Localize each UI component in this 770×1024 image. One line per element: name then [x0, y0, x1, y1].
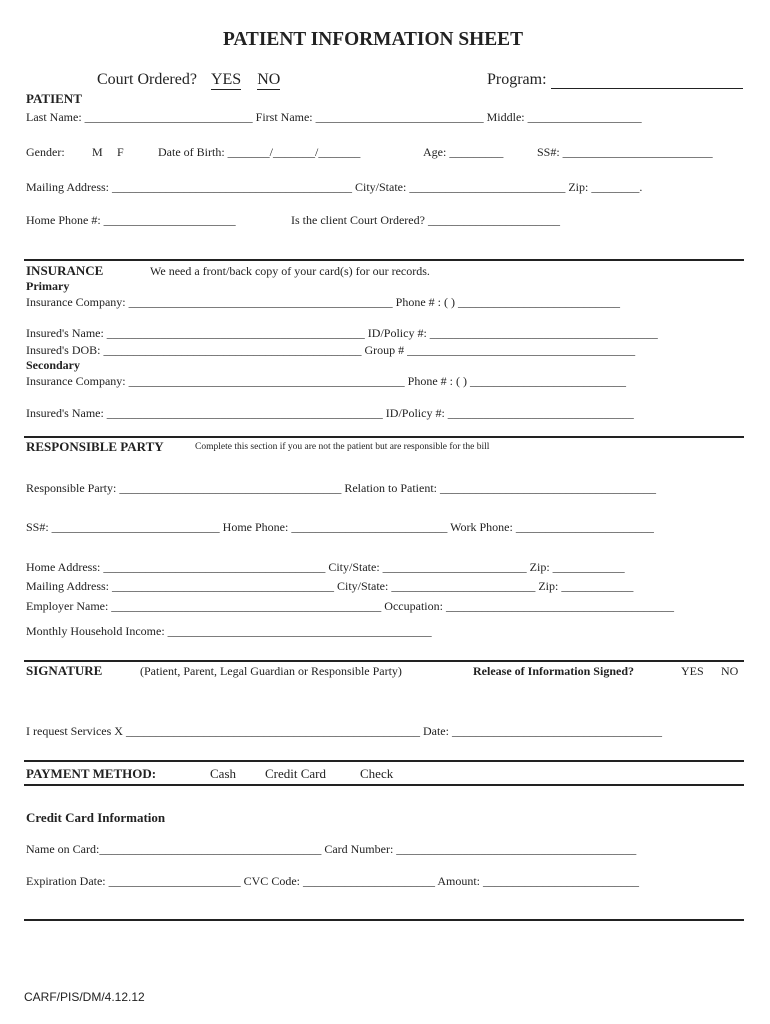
gender-m[interactable]: M	[92, 145, 103, 159]
age-field[interactable]: Age: _________	[423, 145, 504, 159]
home-phone-field[interactable]: Home Phone #: ______________________	[26, 213, 236, 227]
patient-address-row[interactable]: Mailing Address: ________________________________________ City/State: __________________________ Zip: ________.	[26, 180, 643, 194]
ss-field[interactable]: SS#: _________________________	[537, 145, 713, 159]
court-ordered-question[interactable]: Is the client Court Ordered? ______________________	[291, 213, 560, 227]
release-no[interactable]: NO	[721, 664, 739, 678]
responsible-heading: RESPONSIBLE PARTY	[26, 439, 164, 454]
card-name-row[interactable]: Name on Card:_____________________________________ Card Number: ________________________________________	[26, 842, 637, 856]
court-ordered-no[interactable]: NO	[257, 71, 281, 88]
divider-insurance	[24, 259, 744, 261]
primary-heading: Primary	[26, 279, 70, 293]
divider-payment-bottom	[24, 784, 744, 786]
secondary-insured-name-row[interactable]: Insured's Name: ______________________________________________ ID/Policy #: _______________________________	[26, 406, 634, 420]
court-ordered-yes[interactable]: YES	[210, 71, 242, 88]
gender-f[interactable]: F	[117, 145, 124, 159]
divider-bottom	[24, 919, 744, 921]
payment-check[interactable]: Check	[360, 766, 394, 781]
responsible-mailing-address-row[interactable]: Mailing Address: _____________________________________ City/State: ________________________ Zip: ____________	[26, 579, 634, 593]
program-row	[487, 71, 743, 89]
responsible-note: Complete this section if you are not the patient but are responsible for the bill	[195, 442, 490, 452]
secondary-company-row[interactable]: Insurance Company: ______________________________________________ Phone # : ( ) __________________________	[26, 374, 626, 388]
responsible-employer-row[interactable]: Employer Name: _____________________________________________ Occupation: ______________________________________	[26, 599, 674, 613]
monthly-income-row[interactable]: Monthly Household Income: ____________________________________________	[26, 624, 432, 638]
signature-who: (Patient, Parent, Legal Guardian or Responsible Party)	[140, 664, 402, 678]
secondary-heading: Secondary	[26, 358, 80, 372]
patient-heading: PATIENT	[26, 91, 82, 106]
primary-company-row[interactable]: Insurance Company: ____________________________________________ Phone # : ( ) ___________________________	[26, 295, 620, 309]
responsible-home-address-row[interactable]: Home Address: _____________________________________ City/State: ________________________ Zip: ____________	[26, 560, 625, 574]
page-title: PATIENT INFORMATION SHEET	[222, 28, 524, 50]
release-question: Release of Information Signed?	[473, 664, 634, 678]
divider-payment-top	[24, 760, 744, 762]
gender-label: Gender:	[26, 145, 65, 159]
divider-signature	[24, 660, 744, 662]
payment-credit-card[interactable]: Credit Card	[265, 766, 327, 781]
responsible-phone-row[interactable]: SS#: ____________________________ Home Phone: __________________________ Work Phone: _______________________	[26, 520, 654, 534]
insurance-heading: INSURANCE	[26, 263, 104, 278]
credit-card-heading: Credit Card Information	[26, 810, 166, 825]
payment-cash[interactable]: Cash	[210, 766, 236, 781]
dob-field[interactable]: Date of Birth: _______/_______/_______	[158, 145, 361, 159]
court-ordered-label: Court Ordered?	[97, 71, 197, 88]
release-yes[interactable]: YES	[681, 664, 704, 678]
program-field[interactable]	[551, 72, 743, 89]
divider-responsible	[24, 436, 744, 438]
patient-name-row[interactable]: Last Name: ____________________________ First Name: ____________________________ Middle: ___________________	[26, 110, 642, 124]
responsible-party-row[interactable]: Responsible Party: _____________________________________ Relation to Patient: ____________________________________	[26, 481, 656, 495]
program-label: Program:	[487, 71, 547, 88]
form-code-footer: CARF/PIS/DM/4.12.12	[24, 990, 145, 1004]
primary-insured-name-row[interactable]: Insured's Name: ___________________________________________ ID/Policy #: ______________________________________	[26, 326, 658, 340]
primary-insured-dob-row[interactable]: Insured's DOB: ___________________________________________ Group # ______________________________________	[26, 343, 636, 357]
card-expiration-row[interactable]: Expiration Date: ______________________ CVC Code: ______________________ Amount: __________________________	[26, 874, 639, 888]
insurance-note: We need a front/back copy of your card(s) for our records.	[150, 264, 430, 278]
signature-heading: SIGNATURE	[26, 663, 103, 678]
request-services-row[interactable]: I request Services X _________________________________________________ Date: ___________________________________	[26, 724, 662, 738]
payment-heading: PAYMENT METHOD:	[26, 766, 157, 781]
court-ordered-row	[97, 71, 280, 90]
